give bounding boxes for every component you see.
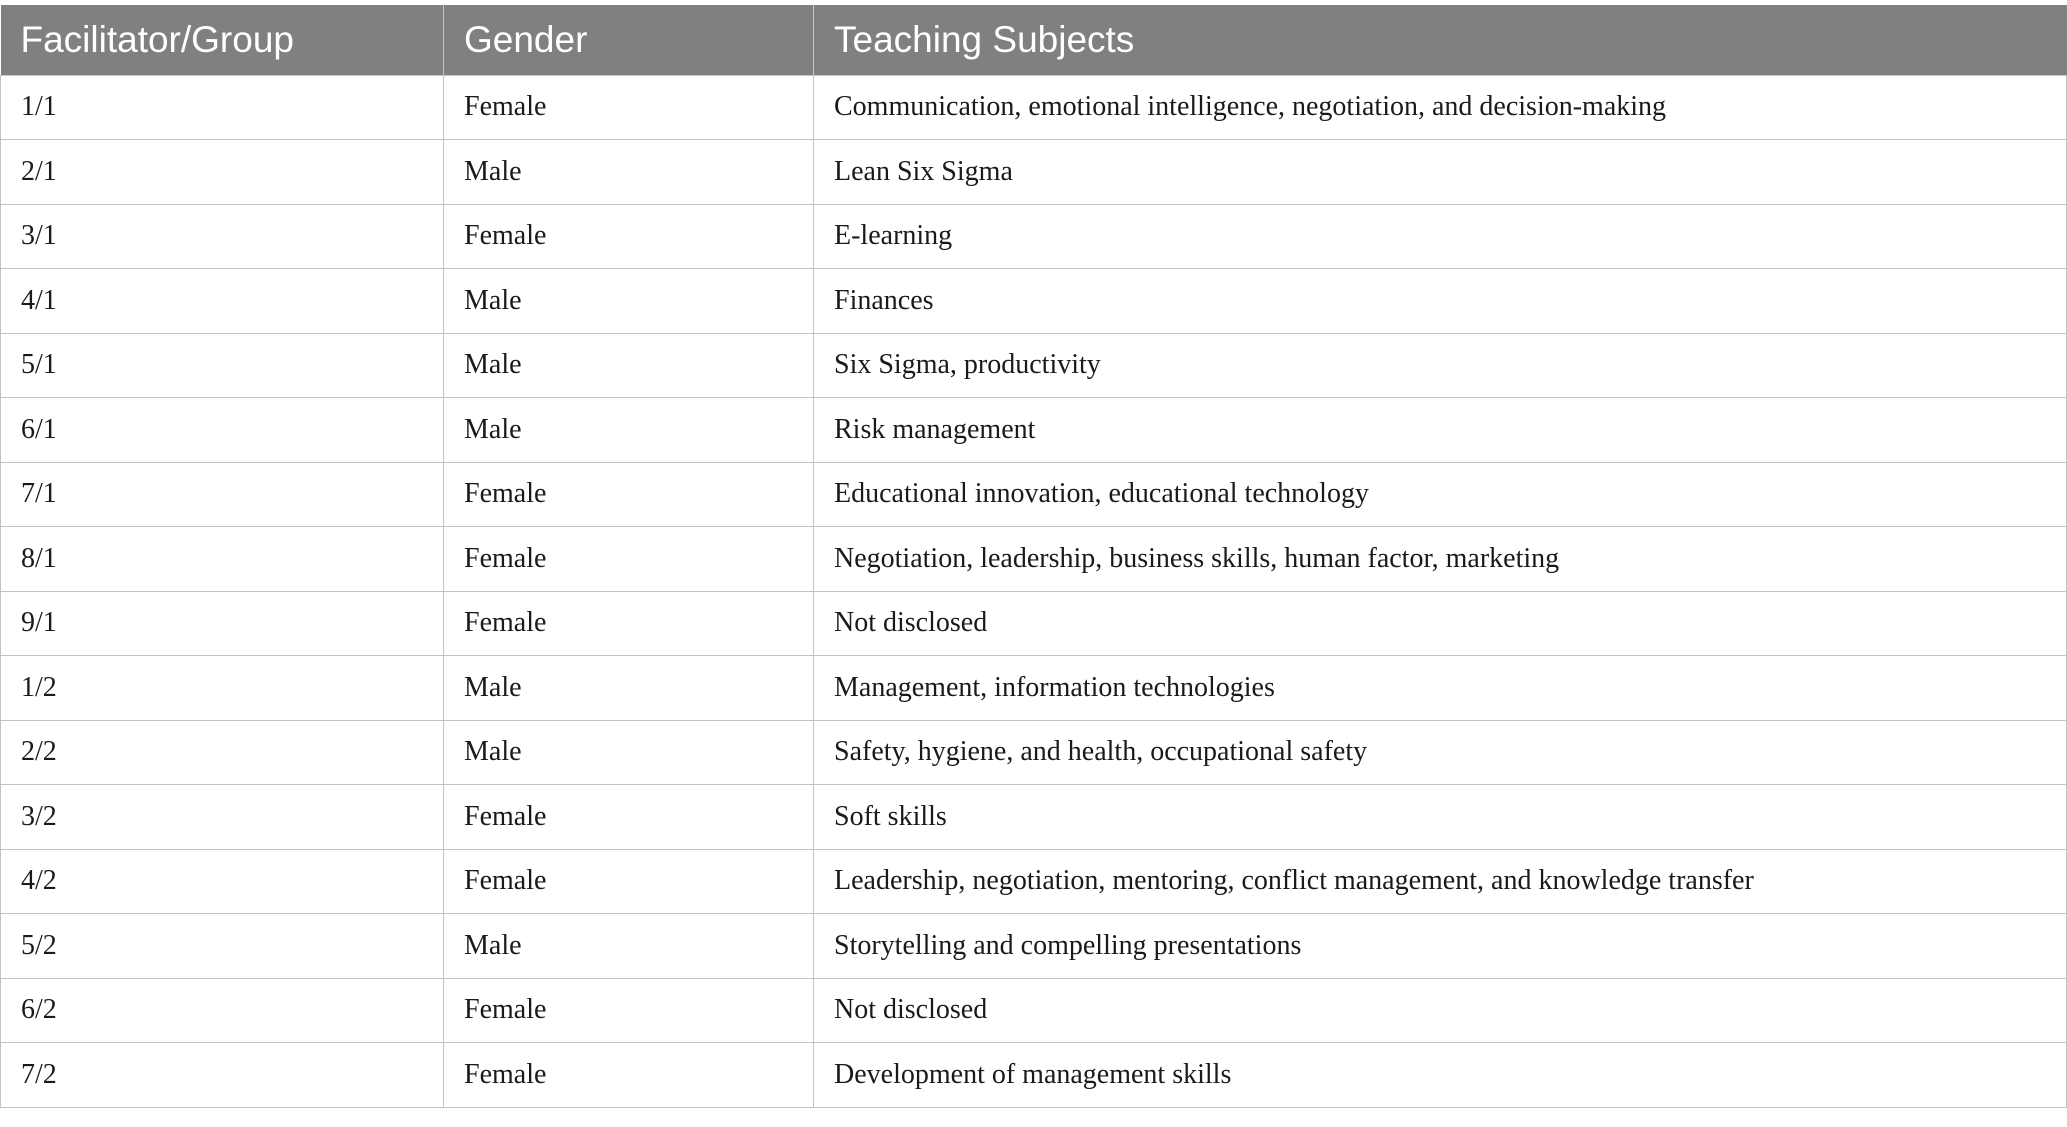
cell-gender: Male (444, 398, 814, 463)
facilitators-table (0, 5, 2067, 1108)
cell-facilitator-group: 5/2 (1, 914, 444, 979)
cell-teaching-subjects: Not disclosed (814, 591, 2067, 656)
cell-gender: Male (444, 914, 814, 979)
cell-facilitator-group: 8/1 (1, 527, 444, 592)
header-row (1, 5, 2067, 75)
cell-teaching-subjects: E-learning (814, 204, 2067, 269)
cell-gender: Female (444, 978, 814, 1043)
cell-gender: Female (444, 75, 814, 140)
cell-facilitator-group: 4/1 (1, 269, 444, 334)
table-row (1, 462, 2067, 527)
cell-gender: Female (444, 1043, 814, 1108)
cell-gender: Male (444, 656, 814, 721)
cell-facilitator-group: 3/1 (1, 204, 444, 269)
cell-teaching-subjects: Leadership, negotiation, mentoring, conflict management, and knowledge transfer (814, 849, 2067, 914)
cell-facilitator-group: 3/2 (1, 785, 444, 850)
cell-gender: Female (444, 204, 814, 269)
table-row (1, 914, 2067, 979)
cell-gender: Female (444, 849, 814, 914)
cell-teaching-subjects: Safety, hygiene, and health, occupational safety (814, 720, 2067, 785)
table-row (1, 1043, 2067, 1108)
header-facilitator-group: Facilitator/Group (1, 5, 444, 75)
cell-teaching-subjects: Development of management skills (814, 1043, 2067, 1108)
cell-gender: Male (444, 269, 814, 334)
cell-gender: Female (444, 462, 814, 527)
cell-gender: Male (444, 720, 814, 785)
table-row (1, 204, 2067, 269)
cell-teaching-subjects: Educational innovation, educational technology (814, 462, 2067, 527)
cell-teaching-subjects: Communication, emotional intelligence, negotiation, and decision-making (814, 75, 2067, 140)
table-row (1, 398, 2067, 463)
cell-gender: Male (444, 140, 814, 205)
facilitators-table-container (0, 5, 2067, 1108)
cell-facilitator-group: 5/1 (1, 333, 444, 398)
cell-facilitator-group: 1/1 (1, 75, 444, 140)
cell-facilitator-group: 4/2 (1, 849, 444, 914)
table-row (1, 140, 2067, 205)
header-teaching-subjects: Teaching Subjects (814, 5, 2067, 75)
cell-teaching-subjects: Storytelling and compelling presentations (814, 914, 2067, 979)
cell-gender: Male (444, 333, 814, 398)
table-row (1, 75, 2067, 140)
cell-teaching-subjects: Finances (814, 269, 2067, 334)
cell-facilitator-group: 1/2 (1, 656, 444, 721)
cell-teaching-subjects: Soft skills (814, 785, 2067, 850)
cell-gender: Female (444, 591, 814, 656)
table-row (1, 591, 2067, 656)
table-row (1, 333, 2067, 398)
table-row (1, 527, 2067, 592)
table-row (1, 785, 2067, 850)
cell-teaching-subjects: Management, information technologies (814, 656, 2067, 721)
cell-gender: Female (444, 527, 814, 592)
cell-gender: Female (444, 785, 814, 850)
cell-facilitator-group: 2/1 (1, 140, 444, 205)
table-header (1, 5, 2067, 75)
cell-teaching-subjects: Risk management (814, 398, 2067, 463)
cell-facilitator-group: 2/2 (1, 720, 444, 785)
header-gender: Gender (444, 5, 814, 75)
table-row (1, 849, 2067, 914)
cell-teaching-subjects: Not disclosed (814, 978, 2067, 1043)
table-row (1, 269, 2067, 334)
cell-teaching-subjects: Negotiation, leadership, business skills, human factor, marketing (814, 527, 2067, 592)
cell-teaching-subjects: Lean Six Sigma (814, 140, 2067, 205)
cell-facilitator-group: 9/1 (1, 591, 444, 656)
cell-facilitator-group: 7/1 (1, 462, 444, 527)
table-row (1, 656, 2067, 721)
cell-facilitator-group: 6/1 (1, 398, 444, 463)
cell-teaching-subjects: Six Sigma, productivity (814, 333, 2067, 398)
cell-facilitator-group: 7/2 (1, 1043, 444, 1108)
table-row (1, 978, 2067, 1043)
table-body (1, 75, 2067, 1107)
cell-facilitator-group: 6/2 (1, 978, 444, 1043)
table-row (1, 720, 2067, 785)
